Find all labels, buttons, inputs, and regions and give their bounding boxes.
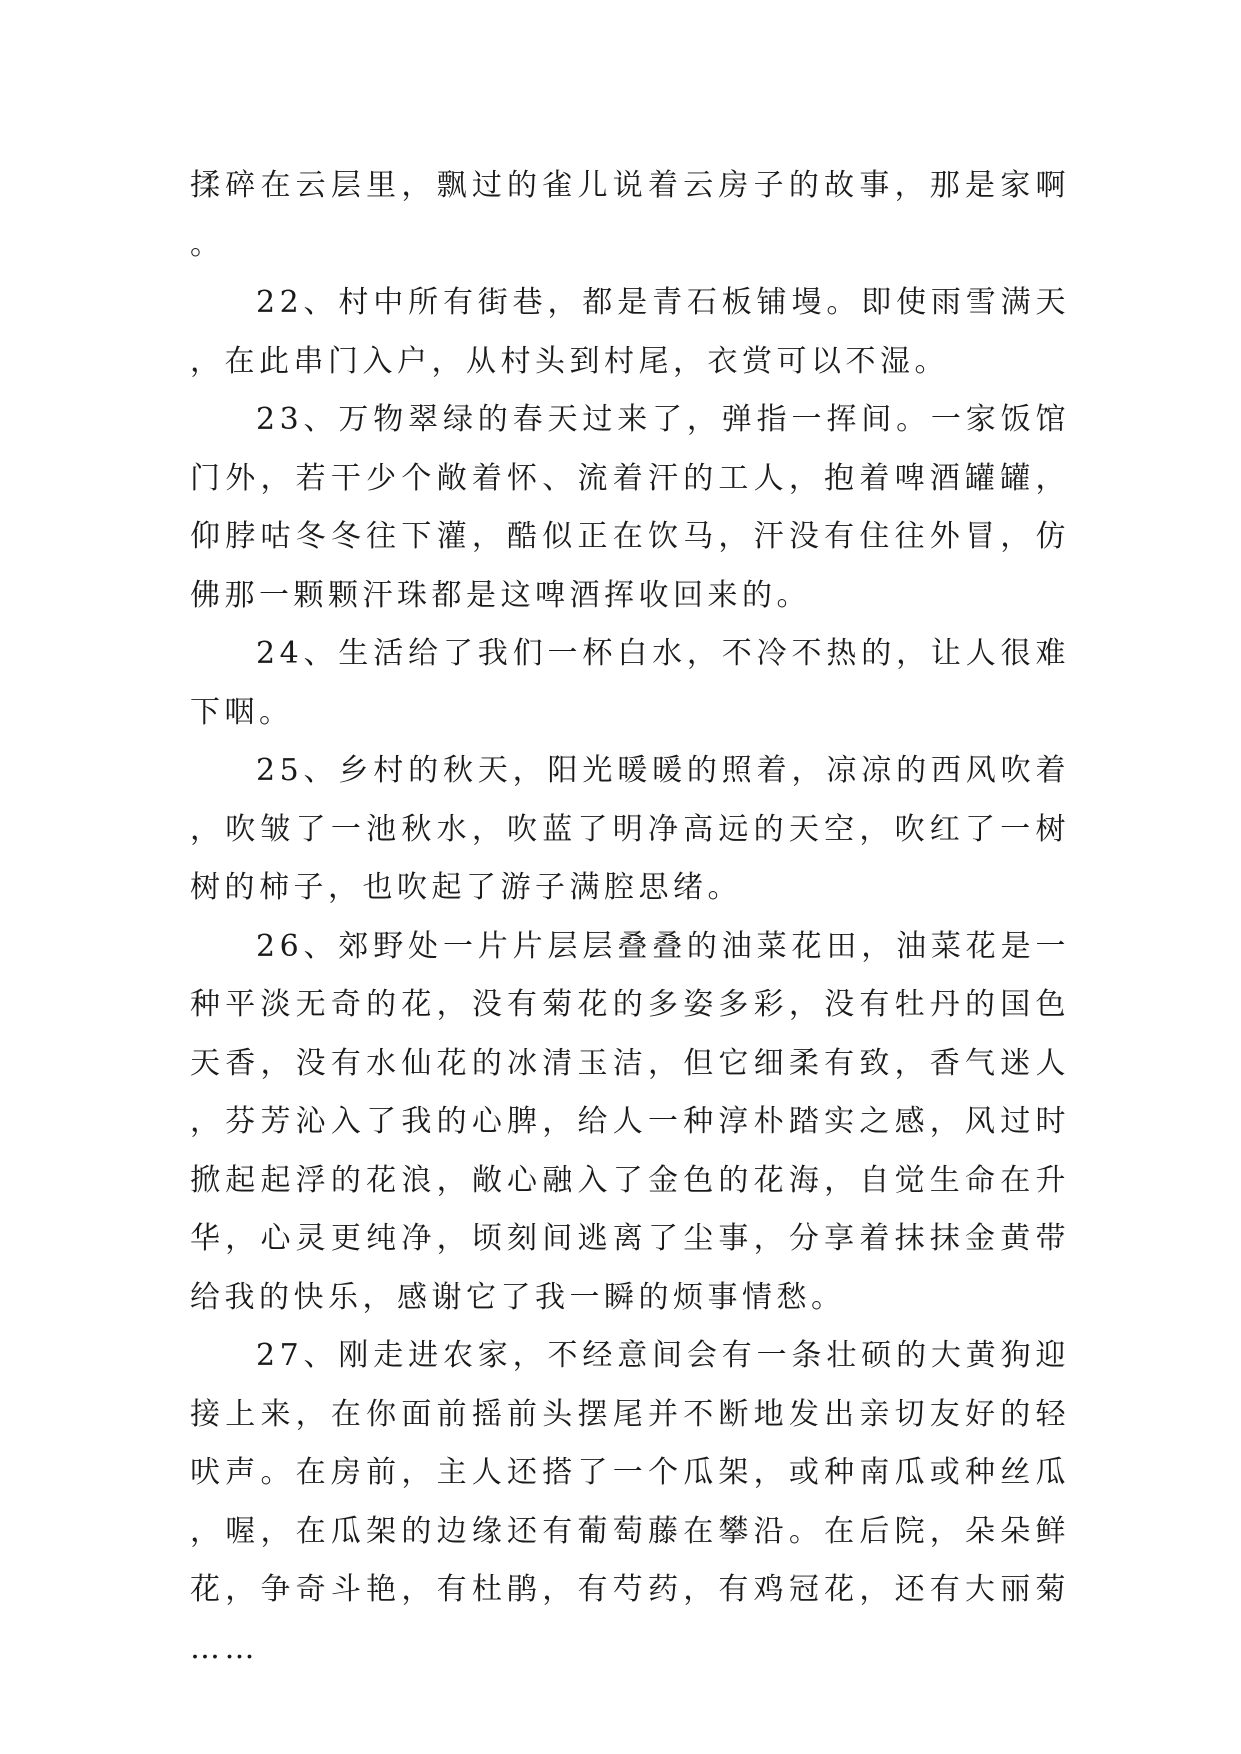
paragraph-21-continuation: 揉碎在云层里，飘过的雀儿说着云房子的故事，那是家啊。 bbox=[190, 168, 1070, 262]
paragraph-25: 25、乡村的秋天，阳光暖暖的照着，凉凉的西风吹着，吹皱了一池秋水，吹蓝了明净高远的天空，吹红了一树树的柿子，也吹起了游子满腔思绪。 bbox=[190, 753, 1070, 905]
paragraph-26: 26、郊野处一片片层层叠叠的油菜花田，油菜花是一种平淡无奇的花，没有菊花的多姿多彩，没有牡丹的国色天香，没有水仙花的冰清玉洁，但它细柔有致，香气迷人，芬芳沁入了我的心脾，给人一种淳朴踏实之感，风过时掀起起浮的花浪，敞心融入了金色的花海，自觉生命在升华，心灵更纯净，顷刻间逃离了尘事，分享着抹抹金黄带给我的快乐，感谢它了我一瞬的烦事情愁。 bbox=[190, 928, 1070, 1315]
paragraph-24: 24、生活给了我们一杯白水，不冷不热的，让人很难下咽。 bbox=[190, 636, 1070, 730]
paragraph-23: 23、万物翠绿的春天过来了，弹指一挥间。一家饭馆门外，若干少个敞着怀、流着汗的工人，抱着啤酒罐罐，仰脖咕冬冬往下灌，酷似正在饮马，汗没有住往外冒，仿佛那一颗颗汗珠都是这啤酒挥收回来的。 bbox=[190, 402, 1070, 613]
paragraph-27: 27、刚走进农家，不经意间会有一条壮硕的大黄狗迎接上来，在你面前摇前头摆尾并不断地发出亲切友好的轻吠声。在房前，主人还搭了一个瓜架，或种南瓜或种丝瓜，喔，在瓜架的边缘还有葡萄藤在攀沿。在后院，朵朵鲜花，争奇斗艳，有杜鹃，有芍药，有鸡冠花，还有大丽菊…… bbox=[190, 1338, 1070, 1666]
document-body bbox=[190, 157, 1070, 1678]
paragraph-22: 22、村中所有街巷，都是青石板铺墁。即使雨雪满天，在此串门入户，从村头到村尾，衣赏可以不湿。 bbox=[190, 285, 1070, 379]
